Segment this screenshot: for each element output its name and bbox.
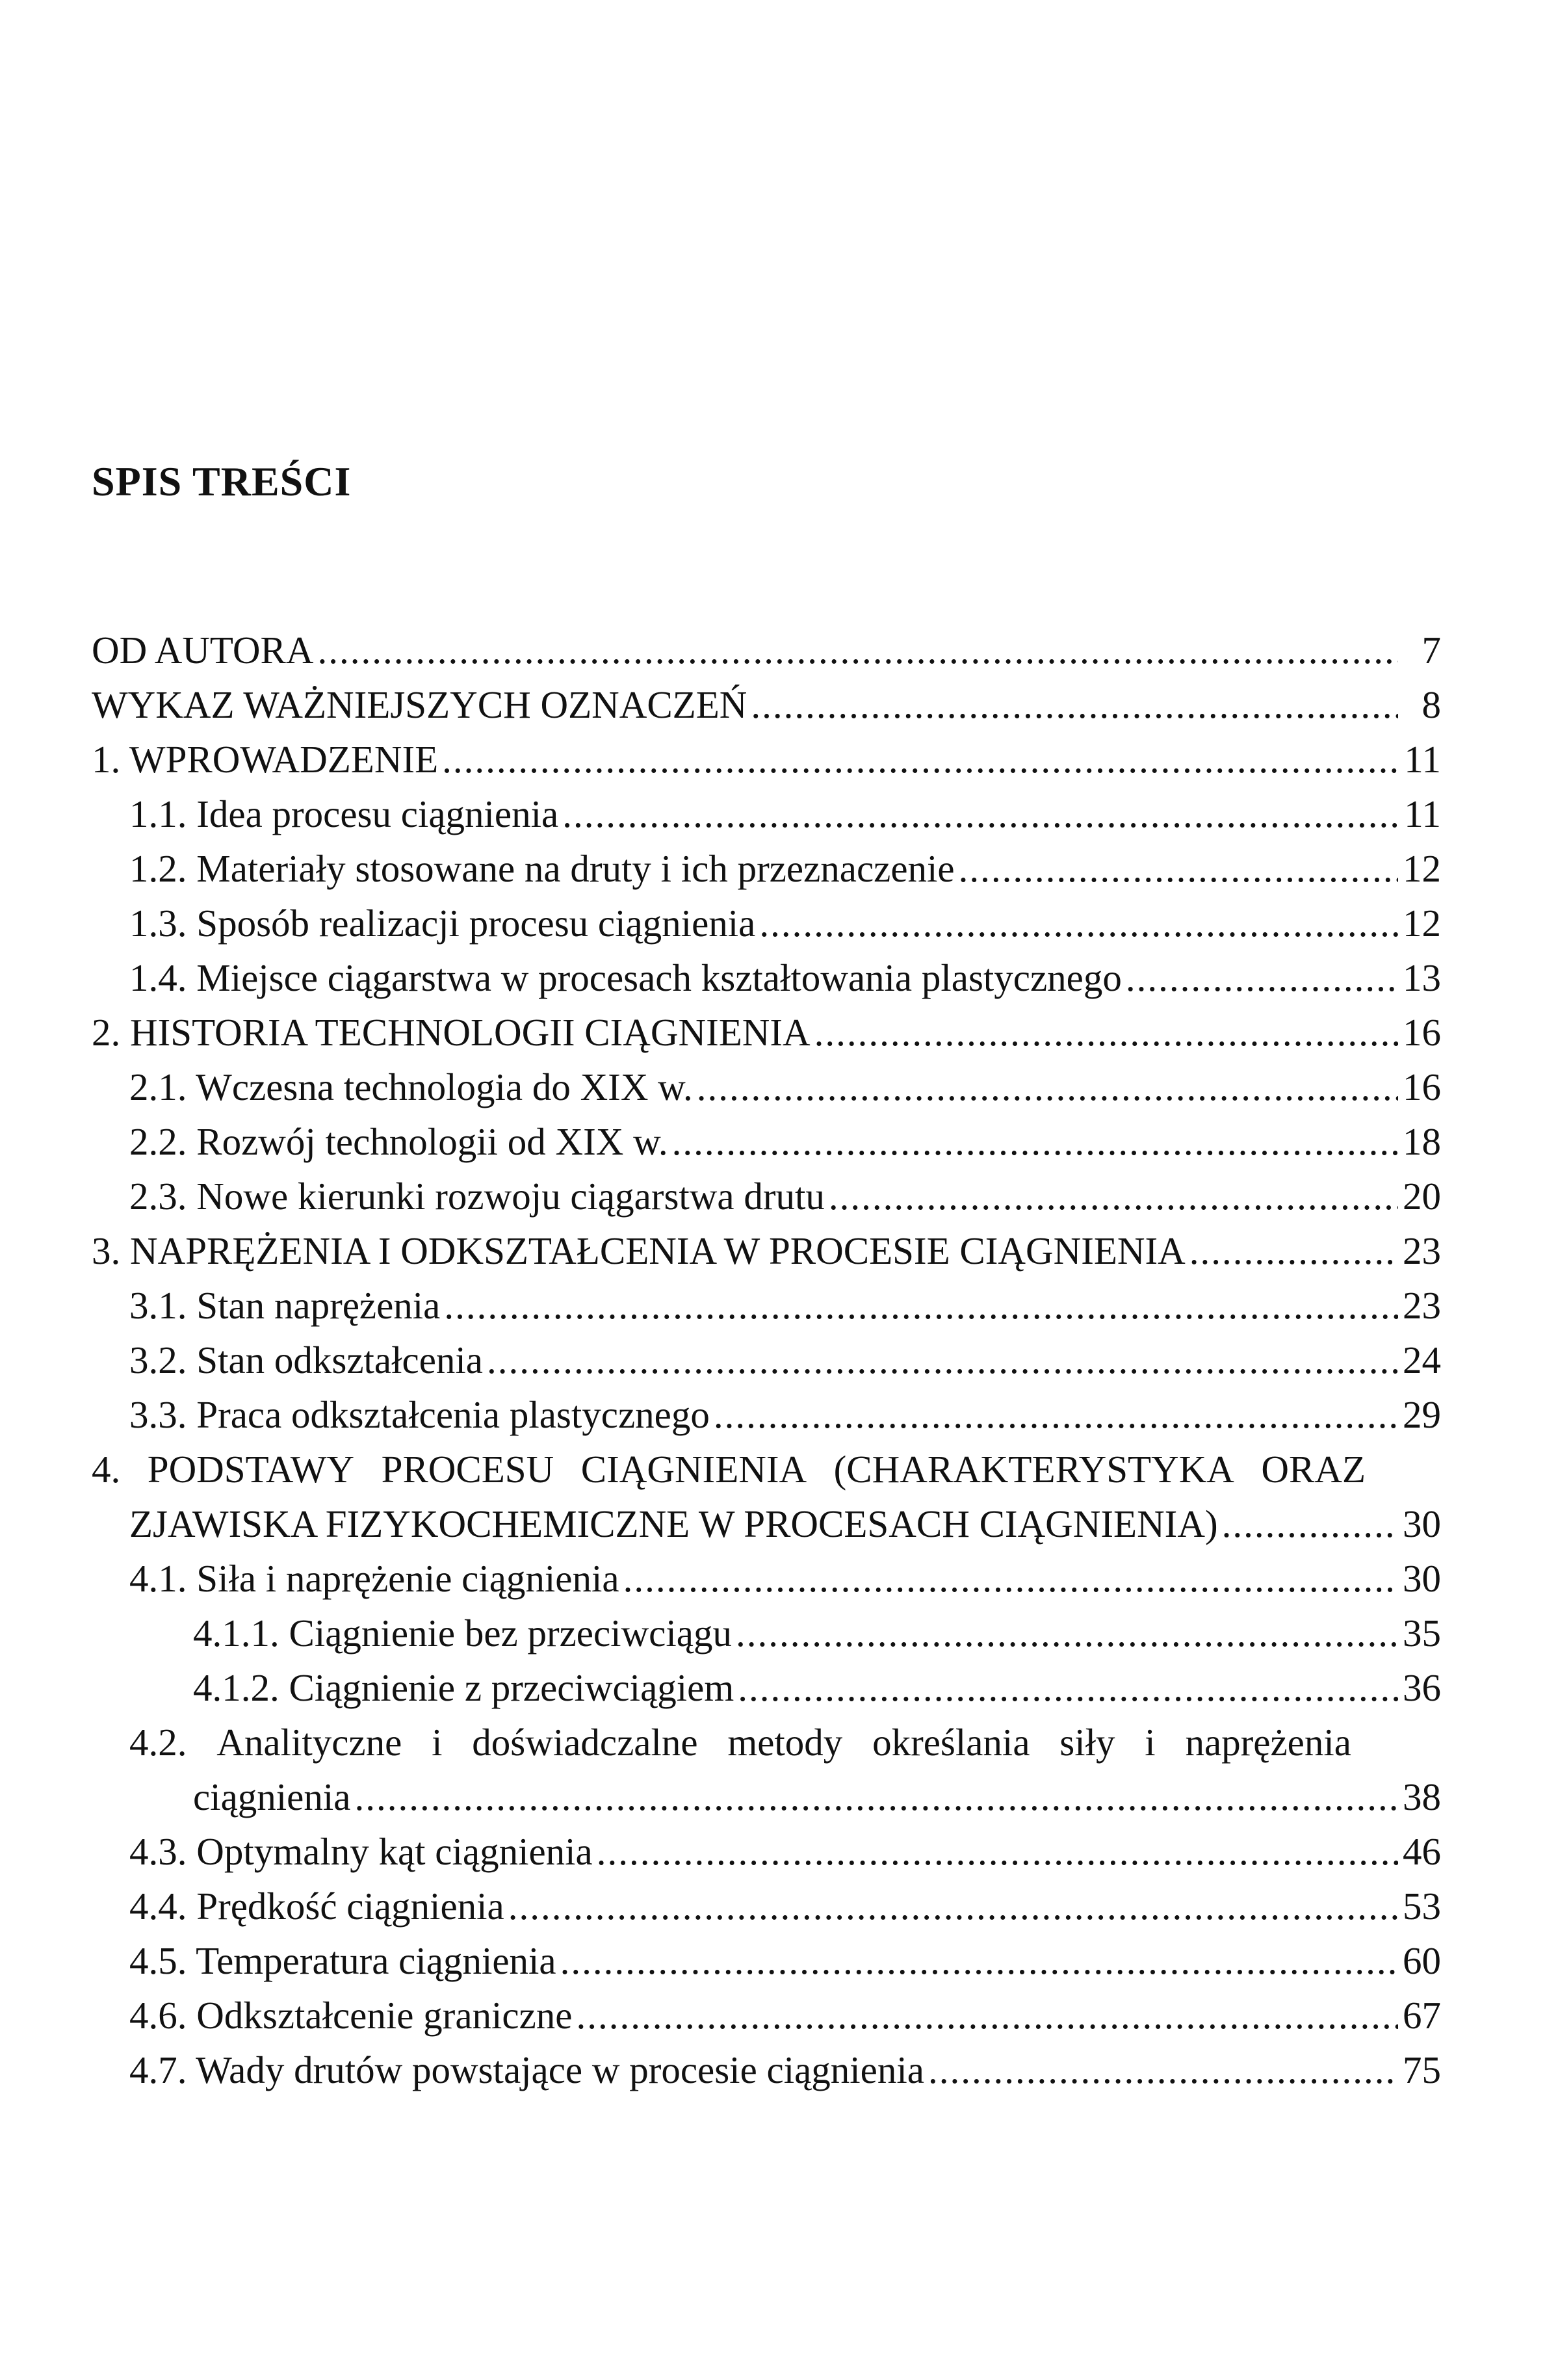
toc-entry <box>129 1060 1441 1114</box>
toc-entry-label-word: 4.2. <box>129 1721 187 1764</box>
toc-entry <box>92 1005 1441 1060</box>
toc-entry-page: 35 <box>1403 1612 1441 1654</box>
toc-entry-label: 1. WPROWADZENIE <box>92 738 439 781</box>
toc-entry-label: 4.3. Optymalny kąt ciągnienia <box>129 1830 593 1873</box>
toc-entry-label-word: metody <box>727 1721 843 1764</box>
toc-entry-label-word: 4. <box>92 1448 121 1491</box>
toc-entry-label: 3.2. Stan odkształcenia <box>129 1339 483 1381</box>
dot-leader <box>560 1933 1398 1988</box>
dot-leader <box>623 1551 1398 1606</box>
toc-entry-label: 3.3. Praca odkształcenia plastycznego <box>129 1393 710 1436</box>
toc-entry <box>129 2043 1441 2097</box>
dot-leader <box>1126 950 1398 1005</box>
toc-entry-label-word: PROCESU <box>381 1448 554 1491</box>
toc-entry-label: 4.4. Prędkość ciągnienia <box>129 1885 504 1928</box>
toc-entry-page: 67 <box>1403 1994 1441 2037</box>
dot-leader <box>562 787 1398 841</box>
toc-entry-page: 53 <box>1403 1885 1441 1928</box>
toc-entry-page: 12 <box>1403 902 1441 945</box>
toc-entry-label: 2.1. Wczesna technologia do XIX w. <box>129 1066 693 1108</box>
toc-entry-page: 23 <box>1403 1284 1441 1327</box>
toc-entry <box>129 1387 1441 1442</box>
dot-leader <box>738 1660 1398 1715</box>
dot-leader <box>444 1278 1398 1333</box>
toc-entry-label-word: PODSTAWY <box>147 1448 355 1491</box>
toc-entry-page: 23 <box>1403 1229 1441 1272</box>
toc-entry-label: 2. HISTORIA TECHNOLOGII CIĄGNIENIA <box>92 1011 811 1054</box>
dot-leader <box>508 1879 1398 1933</box>
toc-entry-label: 4.5. Temperatura ciągnienia <box>129 1939 556 1982</box>
toc-entry <box>193 1770 1441 1824</box>
toc-entry-page: 46 <box>1403 1830 1441 1873</box>
dot-leader <box>354 1770 1398 1824</box>
toc-entry-page: 20 <box>1403 1175 1441 1218</box>
toc-entry-label: 4.1.1. Ciągnienie bez przeciwciągu <box>193 1612 732 1654</box>
toc-entry-label: 2.2. Rozwój technologii od XIX w. <box>129 1120 668 1163</box>
toc-entry <box>129 1933 1441 1988</box>
toc-entry-label-word: CIĄGNIENIA <box>580 1448 807 1491</box>
toc-entry <box>92 1223 1441 1278</box>
toc-entry <box>129 841 1441 896</box>
dot-leader <box>697 1060 1398 1114</box>
toc-entry-label: OD AUTORA <box>92 629 314 672</box>
toc-entry-label: 4.1. Siła i naprężenie ciągnienia <box>129 1557 619 1600</box>
toc-entry-page: 13 <box>1403 956 1441 999</box>
toc-entry-page: 38 <box>1403 1775 1441 1818</box>
toc-entry-label-word: doświadczalne <box>472 1721 698 1764</box>
dot-leader <box>751 677 1398 732</box>
toc-entry-first-line <box>92 1442 1366 1497</box>
toc-entry-page: 30 <box>1403 1502 1441 1545</box>
toc-entry-label-word: i <box>1145 1721 1156 1764</box>
toc-entry-page: 30 <box>1403 1557 1441 1600</box>
page-title: SPIS TREŚCI <box>92 458 352 504</box>
toc-entry-page: 16 <box>1403 1011 1441 1054</box>
toc-entry-label: 1.2. Materiały stosowane na druty i ich przeznaczenie <box>129 847 955 890</box>
dot-leader <box>672 1114 1398 1169</box>
toc-entry <box>129 950 1441 1005</box>
toc-entry <box>92 677 1441 732</box>
toc-entry <box>92 623 1441 677</box>
toc-entry-label: 4.1.2. Ciągnienie z przeciwciągiem <box>193 1666 734 1709</box>
toc-entry-label: 1.3. Sposób realizacji procesu ciągnienia <box>129 902 756 945</box>
toc-entry <box>193 1660 1441 1715</box>
toc-entry-first-line <box>129 1715 1351 1770</box>
toc-entry-label: ZJAWISKA FIZYKOCHEMICZNE W PROCESACH CIĄGNIENIA) <box>129 1502 1218 1545</box>
dot-leader <box>759 896 1398 950</box>
toc-entry-label: 2.3. Nowe kierunki rozwoju ciągarstwa drutu <box>129 1175 825 1218</box>
toc-entry-page: 18 <box>1403 1120 1441 1163</box>
toc-entry-page: 12 <box>1403 847 1441 890</box>
dot-leader <box>597 1824 1398 1879</box>
toc-entry-label-word: (CHARAKTERYSTYKA <box>833 1448 1234 1491</box>
dot-leader <box>487 1333 1398 1387</box>
dot-leader <box>576 1988 1398 2043</box>
toc-entry-page: 11 <box>1404 738 1441 781</box>
toc-entry-page: 11 <box>1404 792 1441 835</box>
toc-entry <box>193 1606 1441 1660</box>
dot-leader <box>714 1387 1398 1442</box>
dot-leader <box>959 841 1398 896</box>
toc-entry <box>129 1879 1441 1933</box>
toc-entry-label: ciągnienia <box>193 1775 351 1818</box>
toc-entry-label: 1.1. Idea procesu ciągnienia <box>129 792 559 835</box>
toc-entry-label-word: naprężenia <box>1185 1721 1351 1764</box>
toc-entry <box>129 1169 1441 1223</box>
toc-entry-label: 4.6. Odkształcenie graniczne <box>129 1994 573 2037</box>
toc-entry-label-word: określania <box>872 1721 1030 1764</box>
toc-entry-page: 7 <box>1422 629 1441 672</box>
toc-entry-page: 75 <box>1403 2048 1441 2091</box>
toc-entry-label-word: ORAZ <box>1261 1448 1366 1491</box>
toc-entry <box>129 1278 1441 1333</box>
dot-leader <box>814 1005 1398 1060</box>
toc-entry <box>129 1988 1441 2043</box>
toc-entry-label: WYKAZ WAŻNIEJSZYCH OZNACZEŃ <box>92 683 747 726</box>
toc-entry-page: 60 <box>1403 1939 1441 1982</box>
dot-leader <box>928 2043 1398 2097</box>
dot-leader <box>1189 1223 1398 1278</box>
toc-entry-label-word: siły <box>1059 1721 1115 1764</box>
toc-entry-page: 16 <box>1403 1066 1441 1108</box>
toc-entry-label: 1.4. Miejsce ciągarstwa w procesach kształtowania plastycznego <box>129 956 1122 999</box>
dot-leader <box>736 1606 1398 1660</box>
dot-leader <box>1222 1497 1398 1551</box>
toc-entry-page: 29 <box>1403 1393 1441 1436</box>
toc-entry <box>92 732 1441 787</box>
toc-entry <box>129 1824 1441 1879</box>
toc-entry-page: 8 <box>1422 683 1441 726</box>
toc-entry-label-word: i <box>432 1721 443 1764</box>
toc-entry-label: 3. NAPRĘŻENIA I ODKSZTAŁCENIA W PROCESIE CIĄGNIENIA <box>92 1229 1186 1272</box>
toc-entry-page: 36 <box>1403 1666 1441 1709</box>
toc-entry <box>129 1551 1441 1606</box>
toc-entry-label: 3.1. Stan naprężenia <box>129 1284 441 1327</box>
dot-leader <box>442 732 1398 787</box>
toc-entry <box>129 1333 1441 1387</box>
toc-entry <box>129 787 1441 841</box>
toc-entry <box>129 896 1441 950</box>
toc-entry-label-word: Analityczne <box>216 1721 402 1764</box>
toc-entry-page: 24 <box>1403 1339 1441 1381</box>
toc-entry <box>129 1497 1441 1551</box>
toc-entry <box>129 1114 1441 1169</box>
toc-entry-label: 4.7. Wady drutów powstające w procesie ciągnienia <box>129 2048 924 2091</box>
dot-leader <box>829 1169 1398 1223</box>
dot-leader <box>317 623 1398 677</box>
